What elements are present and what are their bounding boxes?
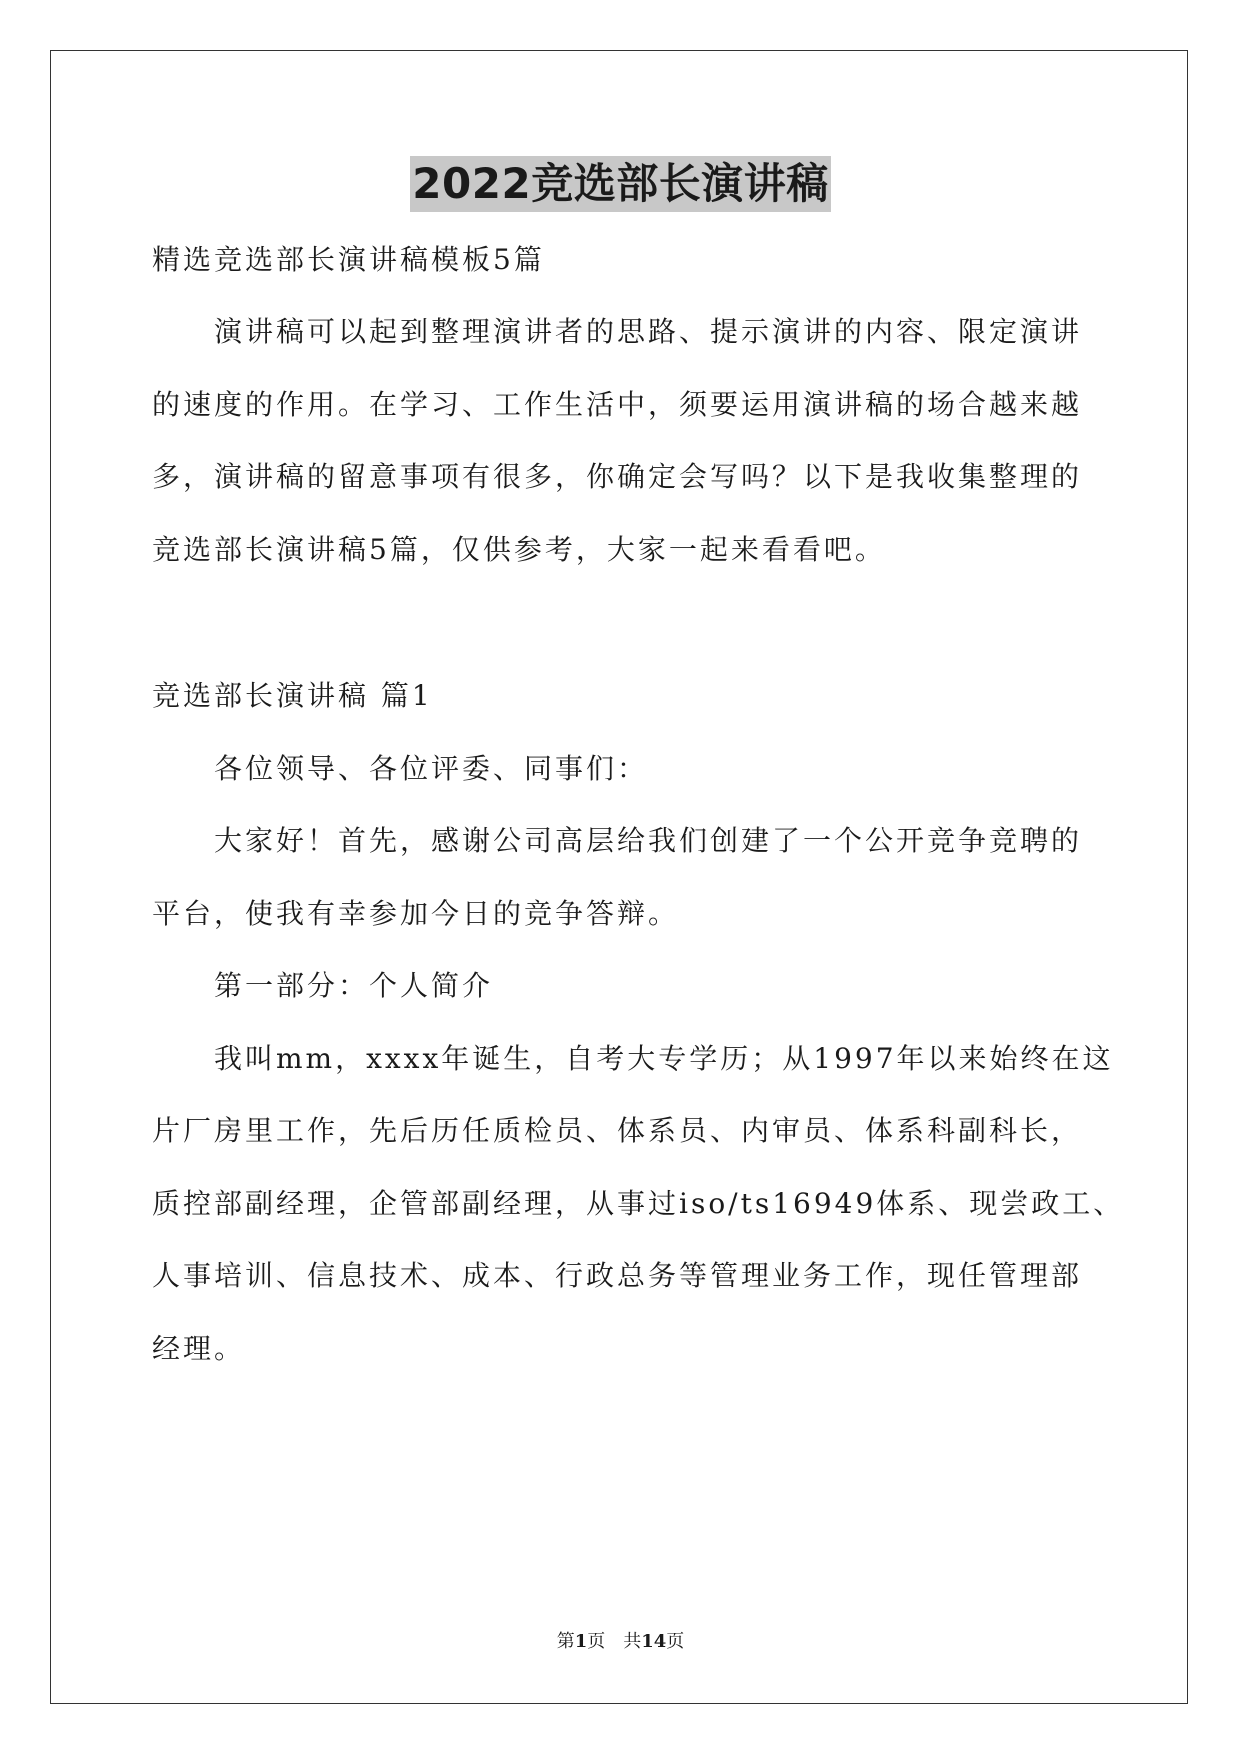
- paragraph-line: 片厂房里工作，先后历任质检员、体系员、内审员、体系科副科长，: [152, 1114, 1083, 1147]
- paragraph-line: 第一部分：个人简介: [214, 969, 494, 1002]
- subtitle-line: 精选竞选部长演讲稿模板5篇: [152, 243, 545, 276]
- paragraph-line: 人事培训、信息技术、成本、行政总务等管理业务工作，现任管理部: [152, 1259, 1083, 1292]
- page-footer: [0, 1630, 1241, 1654]
- paragraph-line: 经理。: [152, 1332, 246, 1365]
- paragraph-line: 的速度的作用。在学习、工作生活中，须要运用演讲稿的场合越来越: [152, 388, 1083, 421]
- document-title: 2022竞选部长演讲稿: [410, 156, 830, 212]
- section-heading: 竞选部长演讲稿 篇1: [152, 679, 433, 712]
- title-container: [0, 156, 1241, 212]
- paragraph-line: 演讲稿可以起到整理演讲者的思路、提示演讲的内容、限定演讲: [214, 315, 1083, 348]
- paragraph-line: 平台，使我有幸参加今日的竞争答辩。: [152, 897, 680, 930]
- page-border: [50, 50, 1188, 1704]
- footer-suffix: 页: [666, 1631, 685, 1652]
- paragraph-line: 竞选部长演讲稿5篇，仅供参考，大家一起来看看吧。: [152, 533, 886, 566]
- paragraph-line: 我叫mm，xxxx年诞生，自考大专学历；从1997年以来始终在这: [214, 1042, 1114, 1075]
- footer-prefix: 第: [556, 1631, 575, 1652]
- footer-total-pages: 14: [641, 1631, 667, 1652]
- paragraph-line: 质控部副经理，企管部副经理，从事过iso/ts16949体系、现尝政工、: [152, 1187, 1125, 1220]
- paragraph-line: 各位领导、各位评委、同事们：: [214, 752, 649, 785]
- footer-page-number: 1: [574, 1631, 588, 1652]
- paragraph-line: 多，演讲稿的留意事项有很多，你确定会写吗？以下是我收集整理的: [152, 460, 1083, 493]
- paragraph-line: 大家好！首先，感谢公司高层给我们创建了一个公开竞争竞聘的: [214, 824, 1083, 857]
- footer-mid: 页 共: [587, 1631, 642, 1652]
